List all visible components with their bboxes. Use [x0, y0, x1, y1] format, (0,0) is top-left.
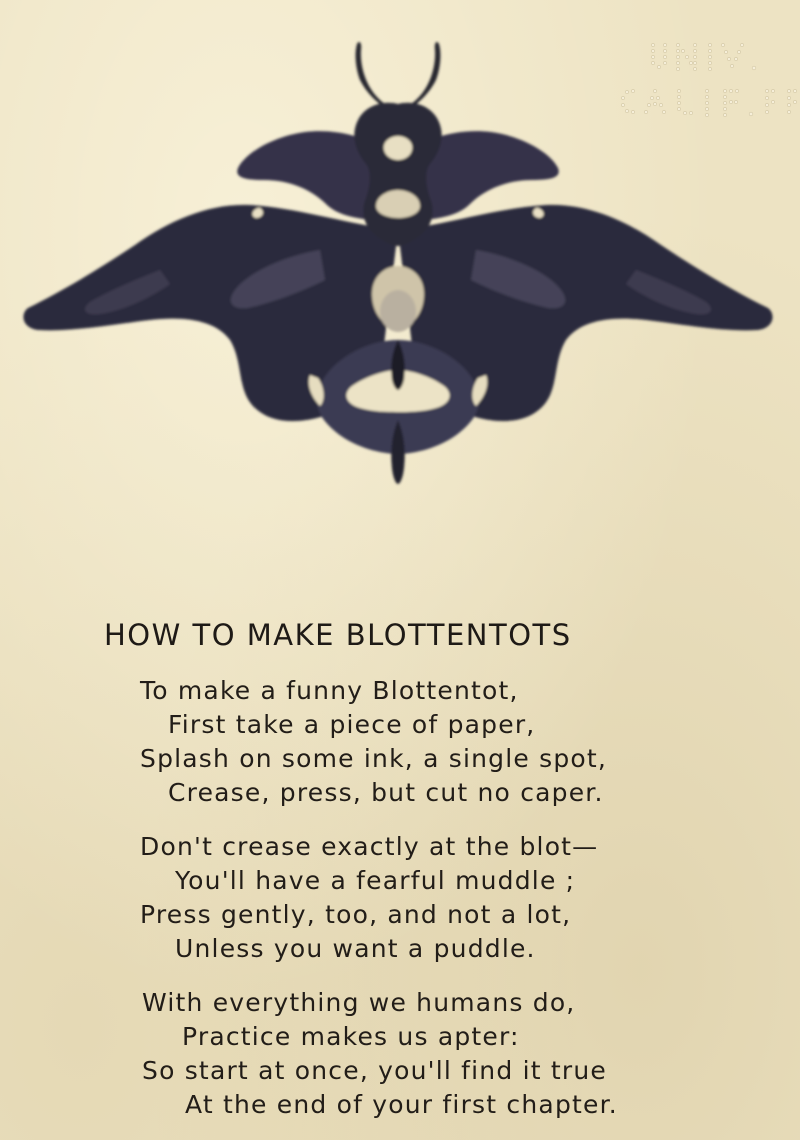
stanza-3-line-3: So start at once, you'll find it true	[142, 1056, 607, 1085]
poem-title: HOW TO MAKE BLOTTENTOTS	[104, 618, 572, 652]
stanza-3-line-4: At the end of your first chapter.	[185, 1090, 618, 1119]
ink-blot-illustration	[20, 40, 776, 490]
poem	[0, 610, 800, 1130]
stanza-1-line-3: Splash on some ink, a single spot,	[140, 744, 608, 773]
stanza-1-line-2: First take a piece of paper,	[168, 710, 536, 739]
stanza-2-line-1: Don't crease exactly at the blot—	[140, 832, 599, 861]
stanza-3-line-2: Practice makes us apter:	[182, 1022, 520, 1051]
stanza-2-line-4: Unless you want a puddle.	[175, 934, 536, 963]
stanza-1-line-1: To make a funny Blottentot,	[140, 676, 519, 705]
stanza-3-line-1: With everything we humans do,	[142, 988, 576, 1017]
stanza-1-line-4: Crease, press, but cut no caper.	[168, 778, 604, 807]
stanza-2-line-2: You'll have a fearful muddle ;	[175, 866, 576, 895]
stanza-2-line-3: Press gently, too, and not a lot,	[140, 900, 572, 929]
